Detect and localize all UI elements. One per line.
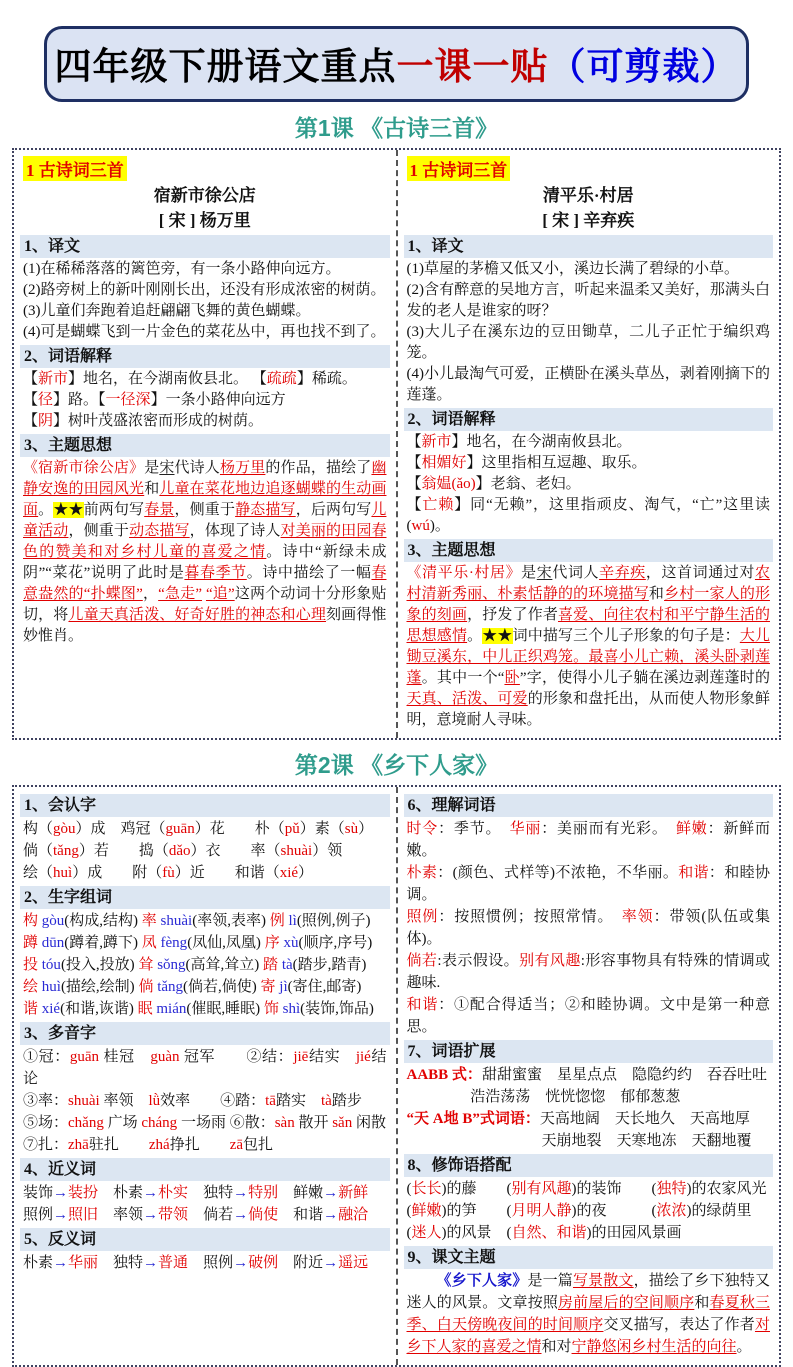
section-header-glossary: 2、词语解释 — [20, 345, 390, 368]
unit-badge: 1 古诗词三首 — [407, 156, 511, 181]
section-header-recognize-chars: 1、会认字 — [20, 794, 390, 817]
section-body-antonyms — [23, 1252, 387, 1274]
section-body-char-words — [23, 910, 387, 1020]
section-body-translation — [23, 259, 387, 343]
text-line: (迷人)的风景 (自然、和谐)的田园风景画 — [406, 1225, 682, 1241]
text-line: 和谐：①配合得适当；②和睦协调。文中是第一种意思。 — [406, 997, 770, 1035]
section-header-translation: 1、译文 — [404, 235, 774, 258]
text-line: 《宿新市徐公店》是宋代诗人杨万里的作品，描绘了幽静安逸的田园风光和儿童在菜花地边追逐蝴蝶的生动画面。★★前两句写春景，侧重于静态描写，后两句写儿童活动，侧重于动态描写，体现了诗人对美丽的田园春色的赞美和对乡村儿童的喜爱之情。诗中“新绿未成阴”“菜花”说明了此时是暮春季节。诗中描绘了一幅春意盎然的“扑蝶图”，“急走” “追”这两个动词十分形象贴切，将儿童天真活泼、好奇好胜的神态和心理刻画得惟妙惟肖。 — [23, 460, 387, 644]
text-line: (2)含有醉意的吴地方言，听起来温柔又美好，那满头白发的老人是谁家的呀？ — [406, 282, 770, 319]
text-line: 时令：季节。 华丽：美丽而有光彩。 鲜嫩：新鲜而嫩。 — [406, 821, 770, 859]
unit-badge: 1 古诗词三首 — [23, 156, 127, 181]
poem-title: 清平乐·村居 — [542, 186, 634, 205]
section-header-word-expansion: 7、词语扩展 — [404, 1040, 774, 1063]
lesson1-heading: 第1课 《古诗三首》 — [294, 115, 499, 141]
section-header-theme: 3、主题思想 — [404, 539, 774, 562]
text-line: 照例→照旧 率领→带领 倘若→倘使 和谐→融洽 — [23, 1207, 369, 1223]
page-title-banner — [44, 26, 749, 102]
section-body-translation — [407, 259, 771, 406]
text-line: (3)儿童们奔跑着追赶翩翩飞舞的黄色蝴蝶。 — [23, 303, 311, 319]
text-line: 绘（huì）成 附（fù）近 和谐（xié） — [23, 865, 314, 881]
text-line: 蹲 dūn(蹲着,蹲下) 凤 fèng(凤仙,凤凰) 序 xù(顺序,序号) — [23, 935, 373, 951]
text-line: ⑤场：chǎng 广场 cháng 一场雨 ⑥散：sàn 散开 sǎn 闲散 — [23, 1115, 386, 1131]
section-body-theme — [407, 563, 771, 731]
text-line: 《清平乐·村居》是宋代词人辛弃疾，这首词通过对农村清新秀丽、朴素恬静的的环境描写和乡村一家人的形象的刻画，抒发了作者喜爱、向往农村和平宁静生活的思想感情。★★词中描写三个儿子形象的句子是：大儿锄豆溪东，中儿正织鸡笼。最喜小儿亡赖，溪头卧剥莲蓬。其中一个“卧”字，使得小儿子躺在溪边剥莲蓬时的天真、活泼、可爱的形象和盘托出，从而使人物形象鲜明，意境耐人寻味。 — [406, 565, 770, 728]
text-line: (2)路旁树上的新叶刚刚长出，还没有形成浓密的树荫。 — [23, 282, 386, 298]
section-body-theme — [23, 458, 387, 647]
section-header-modifier-pairs: 8、修饰语搭配 — [404, 1154, 774, 1177]
text-line: 【亡赖】同“无赖”，这里指顽皮、淘气，“亡”这里读(wú)。 — [406, 497, 770, 534]
text-line: 【阴】树叶茂盛浓密而形成的树荫。 — [23, 413, 264, 429]
section-body-text-theme — [407, 1270, 771, 1358]
text-line: 朴素→华丽 独特→普通 照例→破例 附近→遥远 — [23, 1255, 369, 1271]
section-body-polyphones — [23, 1046, 387, 1156]
section-header-antonyms: 5、反义词 — [20, 1228, 390, 1251]
page-title-black: 四年级下册语文重点 — [54, 47, 397, 88]
text-line: 倘（tǎng）若 捣（dǎo）衣 率（shuài）领 — [23, 843, 343, 859]
poem-author: [ 宋 ] 辛弃疾 — [542, 211, 635, 230]
worksheet-page — [0, 26, 793, 1355]
text-line: (长长)的藤 (别有风趣)的装饰 (独特)的农家风光 — [406, 1181, 767, 1197]
lesson2-heading: 第2课 《乡下人家》 — [294, 752, 499, 778]
text-line: 构 gòu(构成,结构) 率 shuài(率领,表率) 例 lì(照例,例子) — [23, 913, 371, 929]
text-line: 投 tóu(投入,投放) 耸 sǒng(高耸,耸立) 踏 tà(踏步,踏青) — [23, 957, 367, 973]
text-line: ①冠：guān 桂冠 guàn 冠军 ②结：jiē结实 jié结论 — [23, 1049, 387, 1087]
poem-title: 宿新市徐公店 — [153, 186, 256, 205]
section-body-recognize-chars — [23, 818, 387, 884]
section-body-word-meanings — [407, 818, 771, 1038]
page-title-blue: （可剪裁） — [548, 47, 739, 88]
text-line: AABB 式：甜甜蜜蜜 星星点点 隐隐约约 吞吞吐吐 — [406, 1067, 767, 1083]
text-line: 【相媚好】这里指相互逗趣、取乐。 — [406, 455, 647, 471]
poem-author: [ 宋 ] 杨万里 — [158, 211, 251, 230]
section-header-theme: 3、主题思想 — [20, 434, 390, 457]
text-line: ⑦扎：zhā驻扎 zhá挣扎 zā包扎 — [23, 1137, 274, 1153]
text-line: 【新市】地名，在今湖南攸县北。 【疏疏】稀疏。 — [23, 371, 357, 387]
lesson1-left-column — [14, 150, 398, 738]
page-title-red: 一课一贴 — [396, 47, 549, 88]
text-line: (4)可是蝴蝶飞到一片金色的菜花丛中，再也找不到了。 — [23, 324, 386, 340]
text-line: 绘 huì(描绘,绘制) 倘 tǎng(倘若,倘使) 寄 jì(寄住,邮寄) — [23, 979, 362, 995]
text-line: 谐 xié(和谐,诙谐) 眠 mián(催眠,睡眠) 饰 shì(装饰,饰品) — [23, 1001, 374, 1017]
text-line: (鲜嫩)的笋 (月明人静)的夜 (浓浓)的绿荫里 — [406, 1203, 752, 1219]
text-line: 《乡下人家》是一篇写景散文，描绘了乡下独特又迷人的风景。文章按照房前屋后的空间顺序和春夏秋三季、白天傍晚夜间的时间顺序交叉描写，表达了作者对乡下人家的喜爱之情和对宁静悠闲乡村生活的向往。 — [406, 1273, 770, 1355]
section-header-glossary: 2、词语解释 — [404, 408, 774, 431]
text-line: 朴素：(颜色、式样等)不浓艳，不华丽。和谐：和睦协调。 — [406, 865, 770, 903]
section-body-synonyms — [23, 1182, 387, 1226]
text-line: 倘若:表示假设。别有风趣:形容事物具有特殊的情调或趣味. — [406, 953, 770, 991]
lesson1-right-column — [398, 150, 780, 738]
text-line: 构（gòu）成 鸡冠（guān）花 朴（pǔ）素（sù） — [23, 821, 374, 837]
section-header-translation: 1、译文 — [20, 235, 390, 258]
lesson2-box — [12, 785, 781, 1367]
text-line: (1)草屋的茅檐又低又小，溪边长满了碧绿的小草。 — [406, 261, 739, 277]
text-line: 【径】路。【一径深】一条小路伸向远方 — [23, 392, 286, 408]
section-header-polyphones: 3、多音字 — [20, 1022, 390, 1045]
lesson1-box — [12, 148, 781, 740]
section-header-text-theme: 9、课文主题 — [404, 1246, 774, 1269]
section-body-glossary — [23, 369, 387, 432]
section-body-modifier-pairs — [407, 1178, 771, 1244]
lesson2-right-column — [398, 787, 780, 1365]
section-header-synonyms: 4、近义词 — [20, 1158, 390, 1181]
text-line: ③率：shuài 率领 lǜ效率 ④踏：tā踏实 tà踏步 — [23, 1093, 362, 1109]
text-line: “天 A地 B”式词语：天高地阔 天长地久 天高地厚 — [406, 1111, 750, 1127]
text-line: 照例：按照惯例；按照常情。 率领：带领(队伍或集体)。 — [406, 909, 770, 947]
text-line: 【翁媪(ǎo)】老翁、老妇。 — [406, 476, 581, 492]
section-body-glossary — [407, 432, 771, 537]
text-line: 【新市】地名，在今湖南攸县北。 — [406, 434, 632, 450]
text-line: 浩浩荡荡 恍恍惚惚 郁郁葱葱 — [406, 1089, 681, 1105]
section-header-word-meanings: 6、理解词语 — [404, 794, 774, 817]
text-line: 天崩地裂 天寒地冻 天翻地覆 — [406, 1133, 752, 1149]
text-line: (1)在稀稀落落的篱笆旁，有一条小路伸向远方。 — [23, 261, 341, 277]
text-line: (3)大儿子在溪东边的豆田锄草，二儿子正忙于编织鸡笼。 — [406, 324, 770, 361]
text-line: (4)小儿最淘气可爱，正横卧在溪头草丛，剥着刚摘下的莲蓬。 — [406, 366, 770, 403]
text-line: 装饰→装扮 朴素→朴实 独特→特别 鲜嫩→新鲜 — [23, 1185, 369, 1201]
section-header-char-words: 2、生字组词 — [20, 886, 390, 909]
section-body-word-expansion — [407, 1064, 771, 1152]
lesson2-left-column — [14, 787, 398, 1365]
